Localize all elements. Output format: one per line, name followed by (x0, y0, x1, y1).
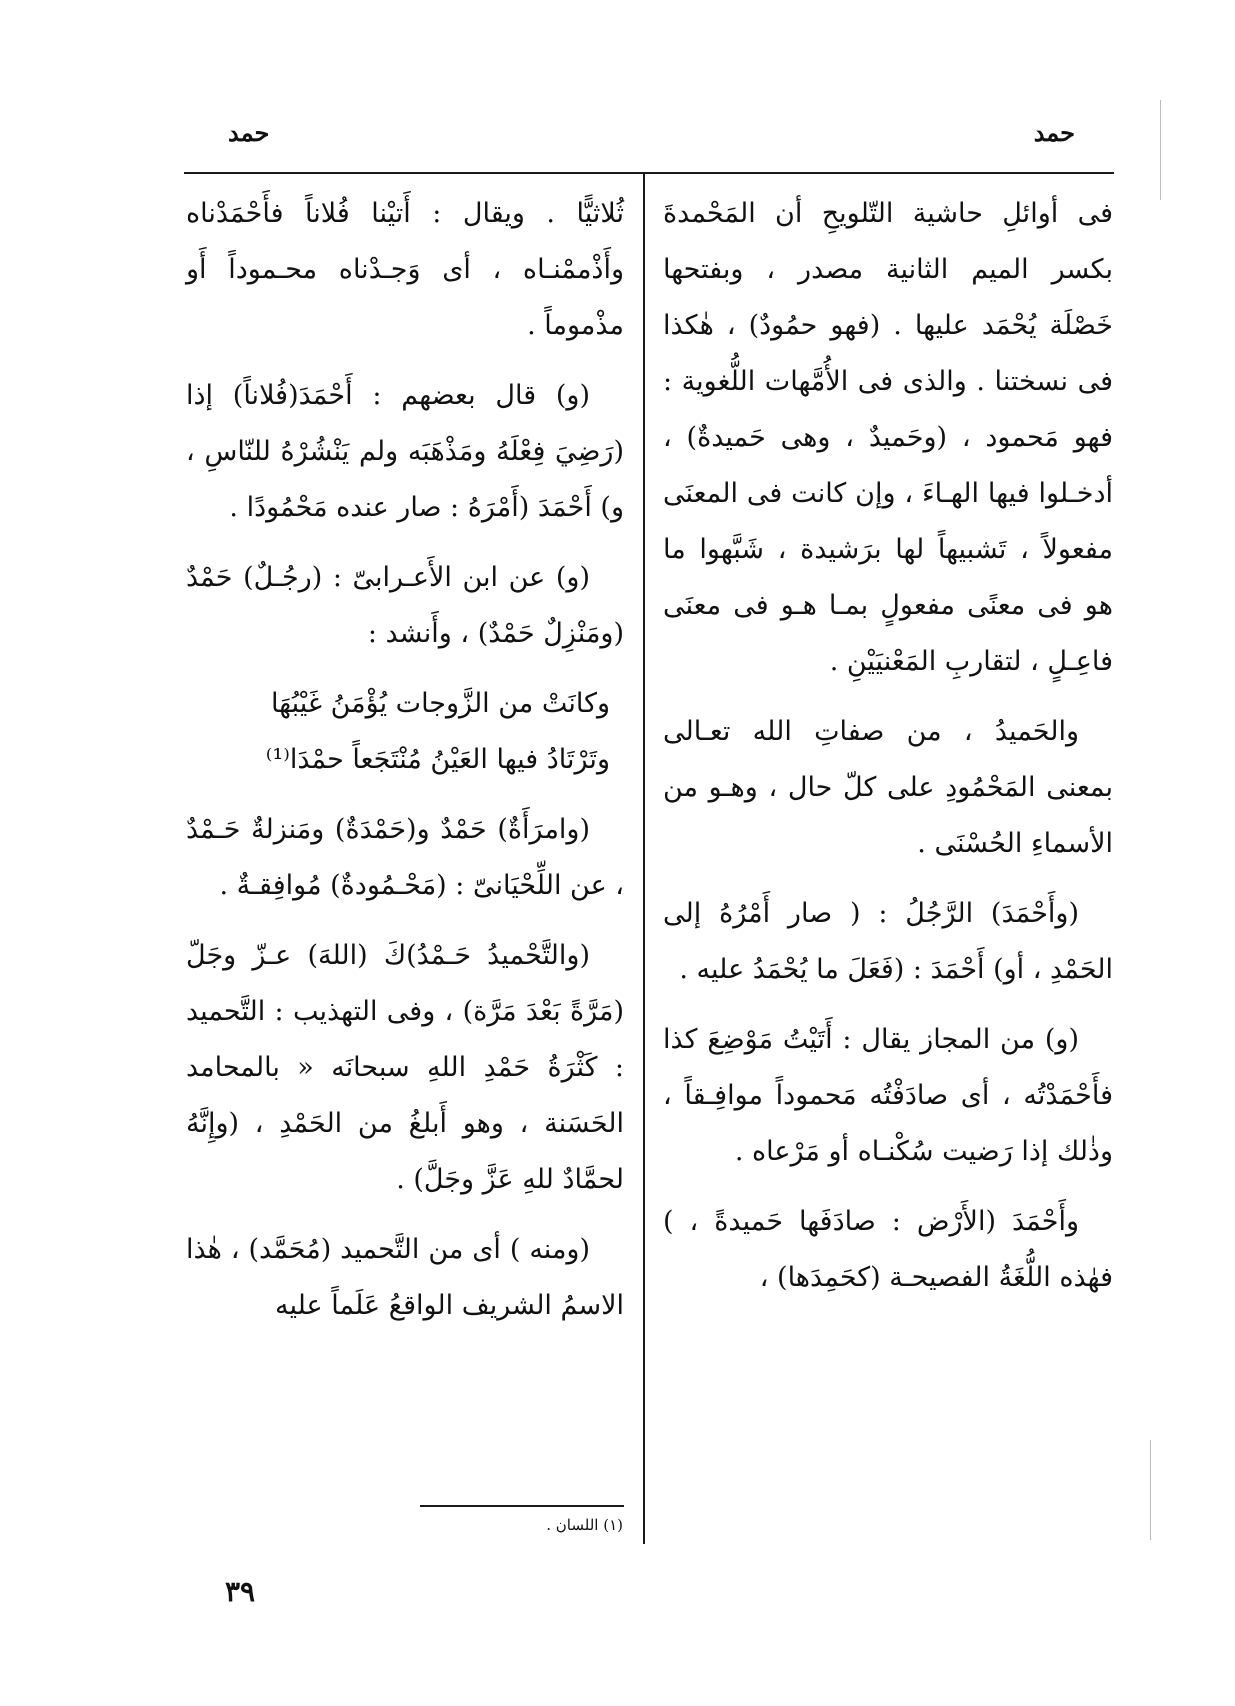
running-header-left: حمد (228, 118, 270, 147)
left-column (186, 186, 624, 1348)
left-paragraph-6: (ومنه ) أى من التَّحميد (مُحَمَّد) ، هٰذا الاسمُ الشريف الواقعُ عَلَماً عليه (186, 1234, 624, 1321)
right-paragraph-4: (و) من المجاز يقال : أَتَيْتُ مَوْضِعَ كذا فأَحْمَدْتُه ، أى صادَفْتُه مَحموداً موافِـقاً ، وذٰلك إذا رَضيت سُكْنـاه أو مَرْعاه . (663, 1024, 1113, 1167)
left-paragraph-3: (و) عن ابن الأَعـرابىّ : (رجُـلٌ) حَمْدٌ (ومَنْزِلٌ حَمْدٌ) ، وأَنشد : (186, 562, 624, 649)
running-header-right: حمد (1033, 118, 1075, 147)
verse-line-2: وتَرْتَادُ فيها العَيْنُ مُنْتَجَعاً حمْدَا⁽¹⁾ (265, 744, 610, 775)
scan-edge-mark (1160, 100, 1161, 200)
left-paragraph-5: (والتَّحْميدُ حَـمْدُ)كَ (اللهَ) عـزّ وجَلّ (مَرَّةً بَعْدَ مَرَّة) ، وفى التهذيب : التَّحميد : كَثْرَةُ حَمْدِ اللهِ سبحانَه « بالمحامد الحَسَنة ، وهو أَبلغُ من الحَمْدِ ، (وإِنَّهُ لحمَّادٌ للهِ عَزَّ وجَلَّ) . (186, 940, 624, 1195)
right-paragraph-2: والحَميدُ ، من صفاتِ الله تعـالى بمعنى المَحْمُودِ على كلّ حال ، وهـو من الأسماءِ الحُسْنَى . (663, 716, 1113, 859)
header-rule (184, 172, 1114, 174)
scan-edge-mark (1150, 1440, 1151, 1540)
footnote-rule (420, 1505, 624, 1507)
verse-line-1: وكانَتْ من الزَّوجات يُؤْمَنُ غَيْبُهَا (270, 688, 610, 719)
right-paragraph-3: (وأَحْمَدَ) الرَّجُلُ : ( صار أَمْرُهُ إلى الحَمْدِ ، أو) أَحْمَدَ : (فَعَلَ ما يُحْمَدُ عليه . (663, 898, 1113, 985)
footnote: (١) اللسان . (546, 1516, 623, 1534)
left-paragraph-2: (و) قال بعضهم : أَحْمَدَ(فُلاناً) إذا (رَضِيَ فِعْلَهُ ومَذْهَبَه ولم يَنْشُرْهُ للنّاسِ ، و) أَحْمَدَ (أَمْرَهُ : صار عنده مَحْمُودًا . (186, 380, 624, 523)
left-paragraph-4: (وامرَأَةٌ) حَمْدٌ و(حَمْدَةٌ) ومَنزلةٌ حَـمْدٌ ، عن اللِّحْيَانىّ : (مَحْـمُودةٌ) مُوافِقـةٌ . (186, 814, 624, 901)
right-paragraph-1: فى أوائلِ حاشية التّلويحِ أن المَحْمدةَ بكسر الميم الثانية مصدر ، وبفتحها خَصْلَة يُحْمَد عليها . (فهو حمُودٌ) ، هٰكذا فى نسختنا . والذى فى الأُمَّهات اللُّغوية : فهو مَحمود ، (وحَميدٌ ، وهى حَميدةٌ) ، أدخـلوا فيها الهـاءَ ، وإن كانت فى المعنَى مفعولاً ، تَشبيهاً لها برَشيدة ، شَبَّهوا ما هو فى معنًى مفعولٍ بمـا هـو فى معنَى فاعِـلٍ ، لتقاربِ المَعْنيَيْنِ . (663, 198, 1113, 677)
column-divider (643, 174, 645, 1544)
left-paragraph-1: ثُلاثيًّا . ويقال : أَتيْنا فُلاناً فأَحْمَدْناه وأَذْممْنـاه ، أى وَجـدْناه محـموداً أَو مذْموماً . (186, 198, 624, 341)
right-column (663, 186, 1113, 1320)
right-paragraph-5: وأَحْمَدَ (الأَرْض : صادَفَها حَميدةً ، ) فهٰذه اللُّغَةُ الفصيحـة (كحَمِدَها) ، (663, 1206, 1113, 1293)
page-number: ٣٩ (225, 1575, 256, 1608)
